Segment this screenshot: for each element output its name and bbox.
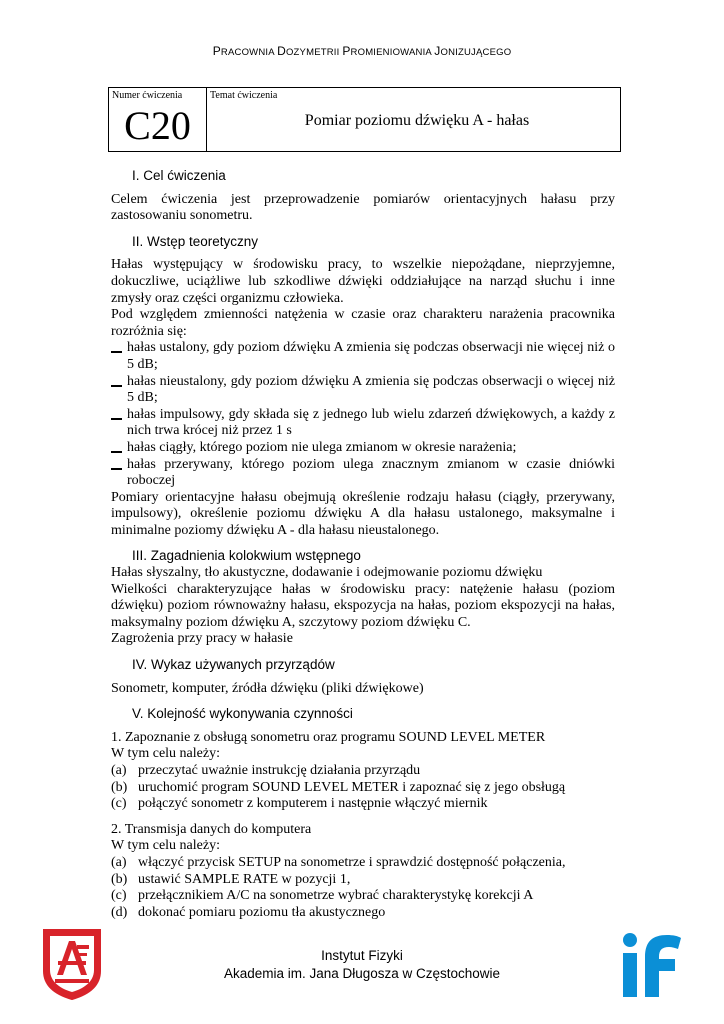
spacer [111,697,615,706]
list-item-marker: (a) [111,763,127,778]
list-item-text: włączyć przycisk SETUP na sonometrze i sprawdzić dostępność połączenia, [138,854,566,870]
paragraph: 1. Zapoznanie z obsługą sonometru oraz programu SOUND LEVEL METER [111,729,546,745]
paragraph: W tym celu należy: [111,838,220,854]
footer-academy: Akademia im. Jana Długosza w Częstochowie [223,966,501,981]
list-item-marker: (c) [111,888,127,904]
list-item-marker: (b) [111,779,128,795]
list-item [111,780,615,797]
spacer [111,723,615,730]
list-item-marker: (d) [111,904,128,920]
list-item-text: przeczytać uważnie instrukcję działania przyrządu [138,763,421,778]
dash-list-item: hałas ustalony, gdy poziom dźwięku A zmienia się podczas obserwacji nie więcej niż o 5 dB; [111,340,615,373]
exercise-box [108,87,621,152]
spacer [111,225,615,234]
list-item [111,855,615,872]
list-item-text: połączyć sonometr z komputerem i następnie włączyć miernik [138,796,488,812]
list-item [111,763,615,780]
header-text-part: P [212,44,221,58]
list-item [111,872,615,889]
dash-list-item: hałas przerywany, którego poziom ulega znacznym zmianom w czasie dniówki roboczej [111,457,615,490]
dash-list-item: hałas ciągły, którego poziom nie ulega zmianom w okresie narażenia; [111,440,615,457]
exercise-number-cell [109,88,207,151]
paragraph: Sonometr, komputer, źródła dźwięku (pliki dźwiękowe) [111,680,424,696]
exercise-number-label: Numer ćwiczenia [112,90,183,101]
section-heading: IV. Wykaz używanych przyrządów [132,657,335,673]
exercise-title: Pomiar poziomu dźwięku A - hałas [304,112,530,129]
list-item [111,905,615,922]
spacer [111,185,615,192]
exercise-code: C20 [124,103,191,148]
list-item-text: przełącznikiem A/C na sonometrze wybrać charakterystykę korekcji A [138,888,534,904]
header-text-part: OZYMETRII [285,47,343,58]
header-text-part: RACOWNIA [220,47,278,58]
list-item-text: uruchomić program SOUND LEVEL METER i zapoznać się z jego obsługą [138,779,566,795]
exercise-topic-cell [207,88,620,151]
list-item-marker: (a) [111,854,127,870]
paragraph: Pomiary orientacyjne hałasu obejmują określenie rodzaju hałasu (ciągły, przerywany, impulsowy), określenie poziomu dźwięku A dla hałasu ustalonego, maksymalne i minimalne poziomy dźwięku A - dla hałasu nieustalonego. [111,489,615,538]
exercise-topic-label: Temat ćwiczenia [210,90,278,101]
dash-list-item: hałas impulsowy, gdy składa się z jednego lub wielu zdarzeń dźwiękowych, a każdy z nich trwa krócej niż przez 1 s [111,407,615,440]
page-header [0,44,724,58]
spacer [111,813,615,822]
paragraph: W tym celu należy: [111,746,220,762]
spacer [111,674,615,681]
list-item-text: dokonać pomiaru poziomu tła akustycznego [138,904,386,920]
list-item [111,888,615,905]
list-item-marker: (c) [111,796,127,812]
header-text-part: ROMIENIOWANIA [350,47,435,58]
spacer [111,648,615,657]
paragraph: Hałas słyszalny, tło akustyczne, dodawanie i odejmowanie poziomu dźwięku [111,565,543,581]
paragraph: Celem ćwiczenia jest przeprowadzenie pomiarów orientacyjnych hałasu przy zastosowaniu sonometru. [111,191,615,224]
footer-institute: Instytut Fizyki [321,948,403,963]
header-text-part: ONIZUJĄCEGO [440,47,512,58]
paragraph: Hałas występujący w środowisku pracy, to wszelkie niepożądane, nieprzyjemne, dokuczliwe, uciążliwe lub szkodliwe dźwięki oddziałujące na narząd słuchu i inne zmysły oraz części organizmu człowieka. [111,257,615,306]
header-text-part: J [434,44,441,58]
header-text-part: D [277,44,286,58]
paragraph: 2. Transmisja danych do komputera [111,821,312,837]
document-body [111,168,615,921]
section-heading: V. Kolejność wykonywania czynności [132,706,353,722]
list-item-text: ustawić SAMPLE RATE w pozycji 1, [138,871,351,887]
header-text-part: P [342,44,351,58]
paragraph: Wielkości charakteryzujące hałas w środowisku pracy: natężenie hałasu (poziom dźwięku) poziom równoważny hałasu, ekspozycja na hałas, poziom ekspozycji na hałas, maksymalny poziom dźwięku A, szczytowy poziom dźwięku C. [111,581,615,630]
list-item-marker: (b) [111,871,128,887]
dash-list-item: hałas nieustalony, gdy poziom dźwięku A zmienia się podczas obserwacji o więcej niż 5 dB; [111,374,615,407]
paragraph: Zagrożenia przy pracy w hałasie [111,631,293,647]
paragraph: Pod względem zmienności natężenia w czasie oraz charakteru narażenia pracownika rozróżnia się: [111,307,615,339]
spacer [111,250,615,257]
list-item [111,796,615,813]
section-heading: III. Zagadnienia kolokwium wstępnego [132,548,361,564]
spacer [111,539,615,548]
section-heading: II. Wstęp teoretyczny [132,233,259,249]
page-footer [0,947,724,983]
section-heading: I. Cel ćwiczenia [132,168,226,183]
